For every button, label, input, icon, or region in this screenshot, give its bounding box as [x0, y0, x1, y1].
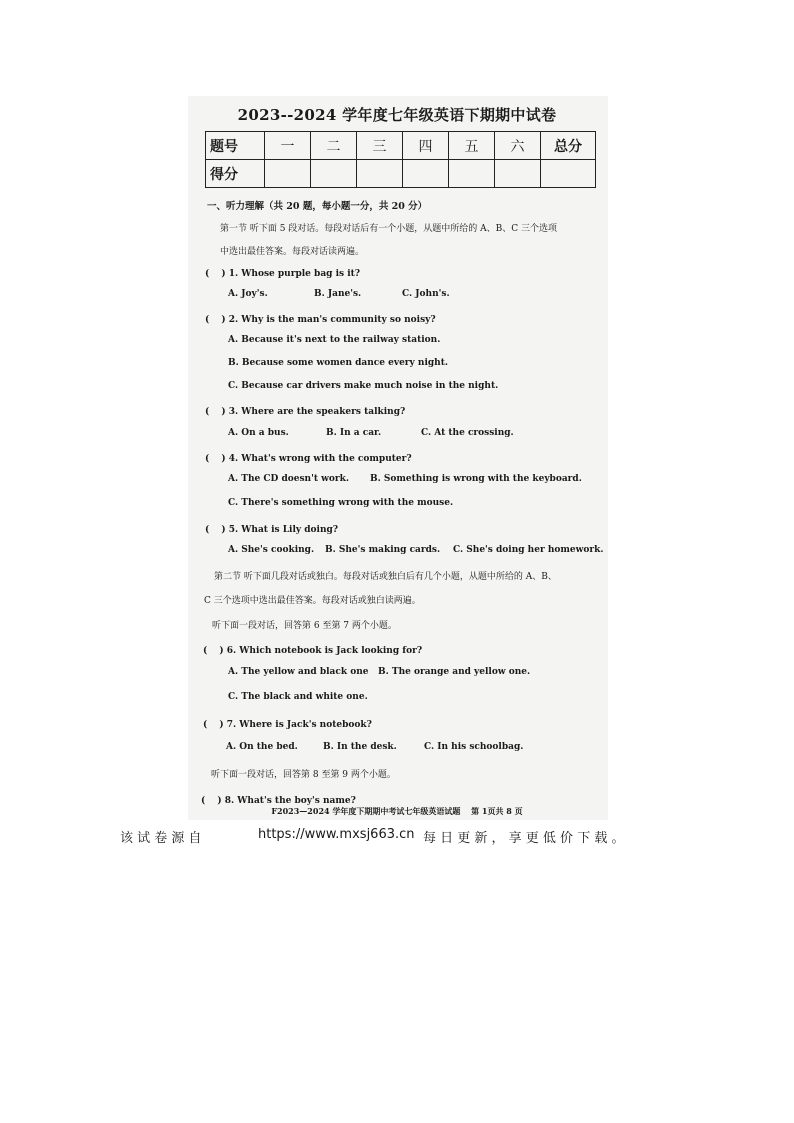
- question-6-stem: ( ) 6. Which notebook is Jack looking for?: [203, 646, 423, 656]
- part2-intro-line2: C 三个选项中选出最佳答案。每段对话或独白读两遍。: [204, 596, 421, 606]
- question-1-option-a: A. Joy's.: [228, 289, 268, 299]
- question-4-option-b: B. Something is wrong with the keyboard.: [370, 474, 582, 484]
- question-2-option-c: C. Because car drivers make much noise in the night.: [228, 381, 499, 391]
- question-5-stem: ( ) 5. What is Lily doing?: [205, 525, 339, 535]
- question-7-option-a: A. On the bed.: [226, 742, 298, 752]
- column-1: 一: [265, 132, 311, 160]
- question-4-option-c: C. There's something wrong with the mouse.: [228, 498, 454, 508]
- question-8-stem: ( ) 8. What's the boy's name?: [201, 796, 356, 806]
- question-1-stem: ( ) 1. Whose purple bag is it?: [205, 269, 361, 279]
- question-6-option-a: A. The yellow and black one: [228, 667, 369, 677]
- source-note-suffix: 每 日 更 新 ， 享 更 低 价 下 载 。: [423, 831, 625, 846]
- question-1-option-b: B. Jane's.: [314, 289, 362, 299]
- score-cell: [311, 160, 357, 188]
- question-4-stem: ( ) 4. What's wrong with the computer?: [205, 454, 412, 464]
- column-3: 三: [357, 132, 403, 160]
- score-table: [205, 131, 596, 188]
- question-3-option-c: C. At the crossing.: [421, 428, 514, 438]
- column-5: 五: [449, 132, 495, 160]
- part1-intro-line2: 中选出最佳答案。每段对话读两遍。: [220, 247, 365, 257]
- exam-title: 2023--2024 学年度七年级英语下期期中试卷: [237, 106, 557, 124]
- page-footer: F2023—2024 学年度下期期中考试七年级英语试题 第 1页共 8 页: [271, 806, 523, 816]
- question-7-option-c: C. In his schoolbag.: [424, 742, 524, 752]
- question-3-option-b: B. In a car.: [326, 428, 382, 438]
- question-5-option-c: C. She's doing her homework.: [453, 545, 604, 555]
- question-2-stem: ( ) 2. Why is the man's community so noisy?: [205, 315, 436, 325]
- question-3-stem: ( ) 3. Where are the speakers talking?: [205, 407, 406, 417]
- section1-heading: 一、听力理解（共 20 题，每小题一分，共 20 分）: [207, 201, 428, 212]
- question-4-option-a: A. The CD doesn't work.: [228, 474, 349, 484]
- score-cell: [265, 160, 311, 188]
- question-6-option-c: C. The black and white one.: [228, 692, 368, 702]
- question-3-option-a: A. On a bus.: [228, 428, 289, 438]
- question-2-option-a: A. Because it's next to the railway station.: [228, 335, 441, 345]
- question-5-option-b: B. She's making cards.: [325, 545, 441, 555]
- part2-intro-line1: 第二节 听下面几段对话或独白。每段对话或独白后有几个小题，从题中所给的 A、B、: [214, 572, 557, 582]
- total-score-cell: [541, 160, 596, 188]
- score-table-score-row: [206, 160, 596, 188]
- question-7-stem: ( ) 7. Where is Jack's notebook?: [203, 720, 372, 730]
- question-6-option-b: B. The orange and yellow one.: [378, 667, 531, 677]
- score-cell: [403, 160, 449, 188]
- column-4: 四: [403, 132, 449, 160]
- source-url[interactable]: https://www.mxsj663.cn: [258, 827, 415, 842]
- source-note-prefix: 该 试 卷 源 自: [120, 831, 202, 846]
- question-2-option-b: B. Because some women dance every night.: [228, 358, 448, 368]
- question-1-option-c: C. John's.: [402, 289, 450, 299]
- column-6: 六: [495, 132, 541, 160]
- question-number-label: 题号: [206, 132, 265, 160]
- score-label: 得分: [206, 160, 265, 188]
- total-label: 总分: [541, 132, 596, 160]
- column-2: 二: [311, 132, 357, 160]
- dialog-6-7-intro: 听下面一段对话，回答第 6 至第 7 两个小题。: [212, 621, 397, 631]
- question-7-option-b: B. In the desk.: [323, 742, 397, 752]
- score-cell: [495, 160, 541, 188]
- dialog-8-9-intro: 听下面一段对话，回答第 8 至第 9 两个小题。: [211, 770, 396, 780]
- score-table-header-row: [206, 132, 596, 160]
- score-cell: [357, 160, 403, 188]
- question-5-option-a: A. She's cooking.: [228, 545, 315, 555]
- score-cell: [449, 160, 495, 188]
- part1-intro-line1: 第一节 听下面 5 段对话。每段对话后有一个小题，从题中所给的 A、B、C 三个选项: [220, 224, 558, 234]
